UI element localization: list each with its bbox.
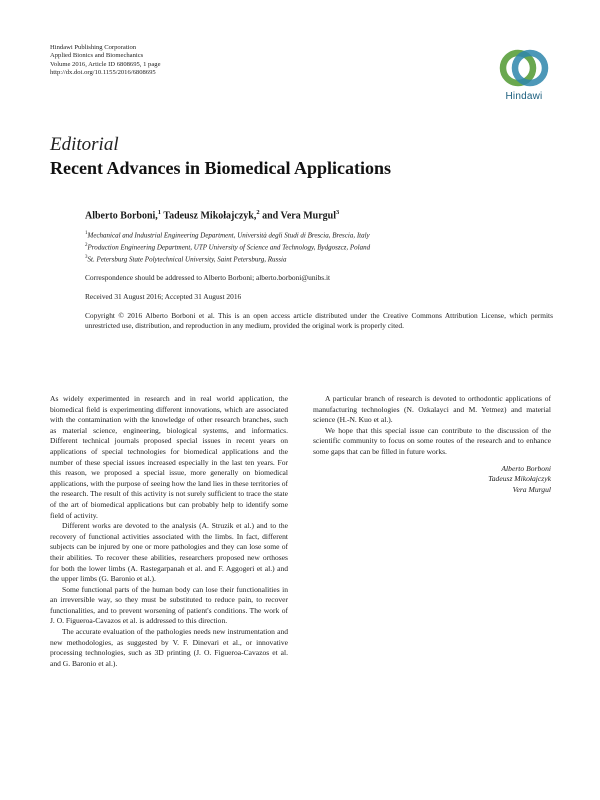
affiliation-text: St. Petersburg State Polytechnical University, Saint Petersburg, Russia: [87, 255, 287, 264]
affiliation-text: Production Engineering Department, UTP University of Science and Technology, Bydgoszcz, Poland: [87, 243, 371, 252]
author-list: [85, 208, 553, 221]
doi-link[interactable]: http://dx.doi.org/10.1155/2016/6808695: [50, 69, 156, 77]
author-affiliation-mark: 2: [256, 209, 260, 216]
body-column-left: [50, 394, 288, 669]
received-accepted-dates: Received 31 August 2016; Accepted 31 August 2016: [85, 292, 242, 302]
affiliation: [85, 253, 553, 265]
correspondence-note: Correspondence should be addressed to Alberto Borboni; alberto.borboni@unibs.it: [85, 273, 331, 283]
journal-name: Applied Bionics and Biomechanics: [50, 52, 144, 60]
author-affiliation-mark: 3: [335, 209, 340, 216]
author-name: and Vera Murgul: [259, 210, 336, 222]
affiliation: [85, 241, 553, 253]
logo-wordmark: Hindawi: [505, 91, 543, 102]
front-matter: [85, 208, 553, 330]
body-paragraph: A particular branch of research is devoted to orthodontic applications of manufacturing technologies (N. Ozkalayci and M. Yetmez) and material science (H.-N. Kuo et al.).: [313, 394, 551, 425]
author-name: Alberto Borboni,: [85, 210, 158, 222]
affiliation-number: 2: [85, 243, 88, 249]
signature: Vera Murgul: [512, 484, 551, 494]
affiliation: [85, 229, 553, 241]
affiliation-number: 3: [85, 255, 88, 261]
article-title: Recent Advances in Biomedical Applications: [50, 158, 392, 178]
signature: Tadeusz Mikołajczyk: [488, 474, 551, 484]
volume-info: Volume 2016, Article ID 6808695, 1 page: [50, 60, 161, 68]
journal-header: [50, 44, 161, 78]
body-paragraph: Some functional parts of the human body can lose their functionalities in an irreversible way, so they must be substituted to reduce pain, to recover functionalities, and to prevent worsening of patient's conditions. The work of J. O. Figueroa-Cavazos et al. is addressed to this direction.: [50, 584, 288, 626]
copyright-notice: Copyright © 2016 Alberto Borboni et al. This is an open access article distributed under the Creative Commons Attribution License, which permits unrestricted use, distribution, and reproduction in any medium, provided the original work is properly cited.: [85, 311, 553, 330]
body-paragraph: Different works are devoted to the analysis (A. Struzik et al.) and to the recovery of functional activities associated with the limbs. In fact, different subjects can be injured by one or more pathologies and they can lose some of their abilities. To recover these abilities, researchers proposed new orthoses for both the lower limbs (A. Rastegarpanah et al. and F. Aggogeri et al.) and the upper limbs (G. Baronio et al.).: [50, 521, 288, 584]
affiliation-text: Mechanical and Industrial Engineering Department, Università degli Studi di Brescia, Brescia, Italy: [87, 231, 370, 240]
signature: Alberto Borboni: [501, 463, 551, 473]
author-name: Tadeusz Mikołajczyk,: [161, 210, 257, 222]
body-paragraph: We hope that this special issue can contribute to the discussion of the scientific community to focus on some routes of the research and to enhance some gaps that can be filled in future works.: [313, 425, 551, 456]
article-type: Editorial: [50, 134, 119, 155]
publisher-name: Hindawi Publishing Corporation: [50, 44, 137, 51]
body-paragraph: As widely experimented in research and in real world application, the biomedical field is experimenting different innovations, which are associated with the contamination with the knowledge of other research branches, such as material science, engineering, biological systems, and informatics. Different technical journals proposed special issues in recent years on applications of special technologies for biomedical applications and the number of these special issues increased especially in the last ten years. For this reason, we proposed a special issue, more generally on biomedical applications, with the purpose of seeing how the land lies in these territories of the research. The result of this activity is not surely sufficient to trace the state of the art of biomedical applications but can probably help to identify some field of activity.: [50, 394, 288, 520]
affiliation-number: 1: [85, 231, 88, 237]
body-paragraph: The accurate evaluation of the pathologies needs new instrumentation and new methodologies, as suggested by V. F. Dinevari et al., or innovative processing technologies, such as 3D printing (J. O. Figueroa-Cavazos et al. and G. Baronio et al.).: [50, 627, 288, 668]
body-column-right: [313, 394, 551, 495]
author-affiliation-mark: 1: [157, 209, 162, 216]
